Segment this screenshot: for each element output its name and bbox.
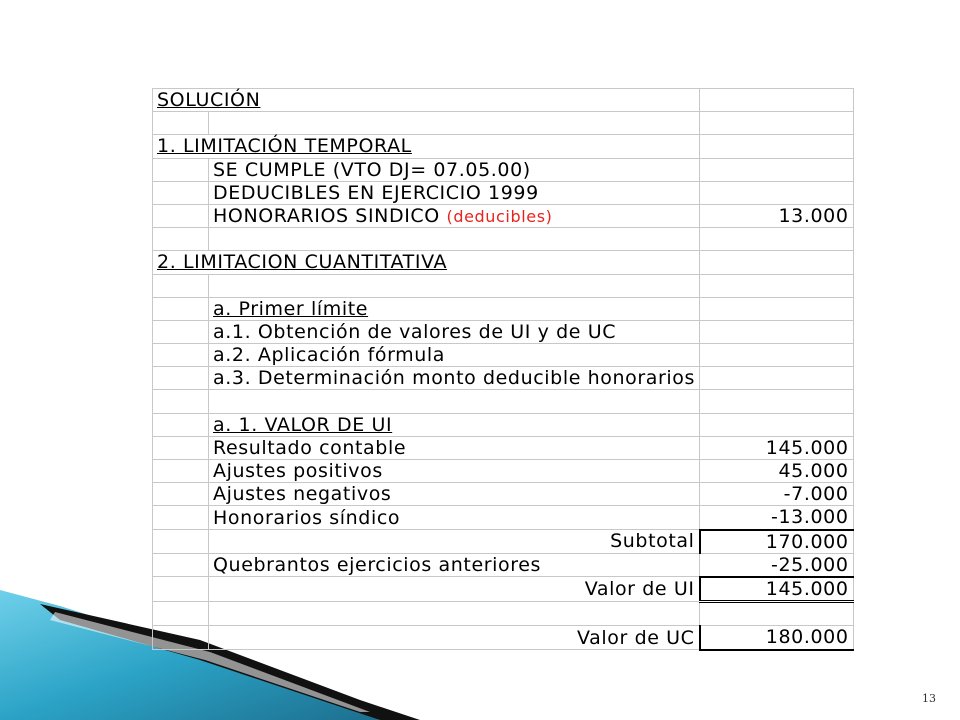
table-row bbox=[153, 436, 854, 459]
section-1-line: DEDUCIBLES EN EJERCICIO 1999 bbox=[209, 181, 700, 204]
table-row bbox=[153, 274, 854, 297]
table-row bbox=[153, 251, 854, 274]
ajustes-negativos-label: Ajustes negativos bbox=[209, 483, 700, 506]
table-row bbox=[153, 204, 854, 227]
table-row bbox=[153, 158, 854, 181]
deducibles-note: (deducibles) bbox=[446, 206, 553, 226]
section-2-title: 2. LIMITACION CUANTITATIVA bbox=[153, 251, 700, 274]
table-row bbox=[153, 602, 854, 626]
table-row bbox=[153, 483, 854, 506]
valor-ui-title: a. 1. VALOR DE UI bbox=[209, 413, 700, 436]
ajustes-positivos-label: Ajustes positivos bbox=[209, 460, 700, 483]
table-row bbox=[153, 320, 854, 343]
section-1-title: 1. LIMITACIÓN TEMPORAL bbox=[153, 135, 700, 158]
honorarios-sindico-row: HONORARIOS SINDICO (deducibles) bbox=[209, 204, 700, 227]
valor-ui-value: 145.000 bbox=[700, 577, 854, 602]
step-a2: a.2. Aplicación fórmula bbox=[209, 344, 700, 367]
quebrantos-value: -25.000 bbox=[700, 553, 854, 577]
table-row bbox=[153, 367, 854, 390]
ajustes-positivos-value: 45.000 bbox=[700, 460, 854, 483]
honorarios-sindico-value: -13.000 bbox=[700, 506, 854, 530]
table-row bbox=[153, 506, 854, 530]
solution-spreadsheet bbox=[152, 88, 854, 651]
valor-uc-label: Valor de UC bbox=[209, 626, 700, 650]
table-row bbox=[153, 181, 854, 204]
valor-uc-value: 180.000 bbox=[700, 626, 854, 650]
table-row bbox=[153, 577, 854, 602]
table-row bbox=[153, 228, 854, 251]
table-row bbox=[153, 390, 854, 413]
ajustes-negativos-value: -7.000 bbox=[700, 483, 854, 506]
table-row bbox=[153, 460, 854, 483]
step-a3: a.3. Determinación monto deducible honorarios bbox=[209, 367, 700, 390]
table-row bbox=[153, 112, 854, 135]
table-row bbox=[153, 626, 854, 650]
sheet-title: SOLUCIÓN bbox=[153, 89, 700, 112]
section-1-line: SE CUMPLE (VTO DJ= 07.05.00) bbox=[209, 158, 700, 181]
valor-ui-label: Valor de UI bbox=[209, 577, 700, 602]
quebrantos-label: Quebrantos ejercicios anteriores bbox=[209, 553, 700, 577]
table-row bbox=[153, 135, 854, 158]
primer-limite-title: a. Primer límite bbox=[209, 297, 700, 320]
step-a1: a.1. Obtención de valores de UI y de UC bbox=[209, 320, 700, 343]
table-row bbox=[153, 89, 854, 112]
table-row bbox=[153, 344, 854, 367]
page-number: 13 bbox=[922, 692, 936, 705]
table-row bbox=[153, 297, 854, 320]
honorarios-value: 13.000 bbox=[700, 204, 854, 227]
honorarios-sindico-label: Honorarios síndico bbox=[209, 506, 700, 530]
resultado-contable-value: 145.000 bbox=[700, 436, 854, 459]
table-row bbox=[153, 413, 854, 436]
table-row bbox=[153, 553, 854, 577]
subtotal-label: Subtotal bbox=[209, 530, 700, 554]
resultado-contable-label: Resultado contable bbox=[209, 436, 700, 459]
subtotal-value: 170.000 bbox=[700, 530, 854, 554]
table-row bbox=[153, 530, 854, 554]
